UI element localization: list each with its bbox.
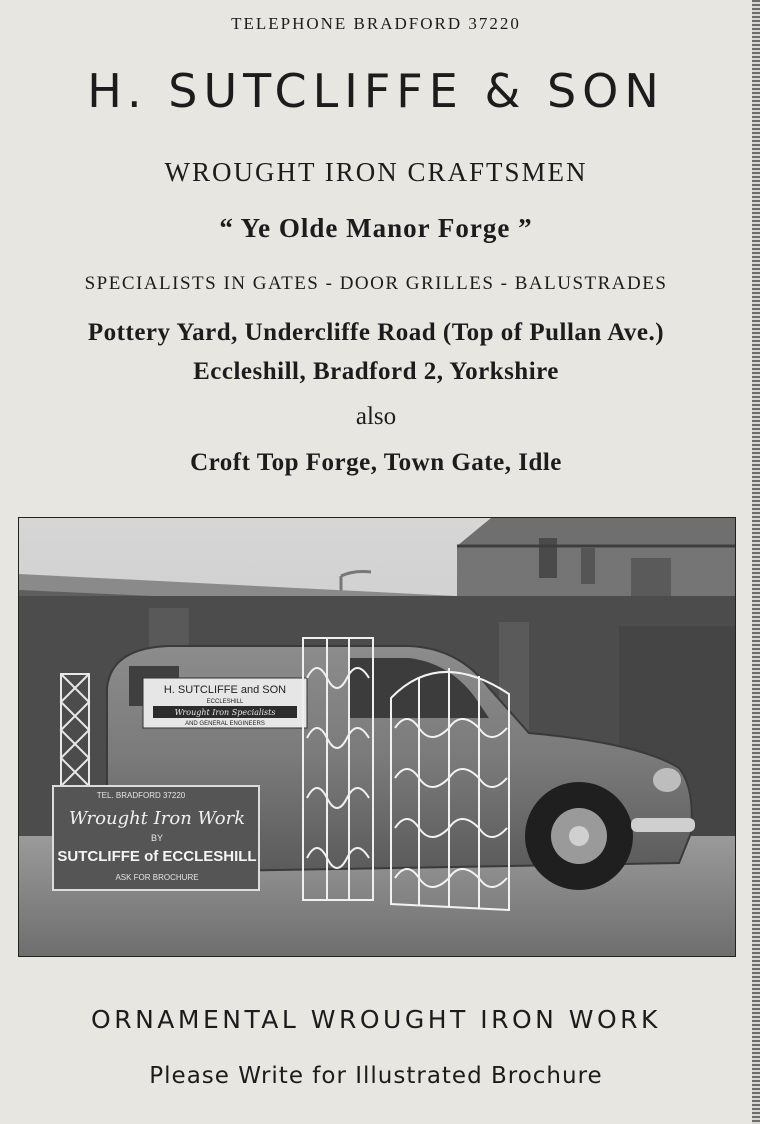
van-photograph bbox=[18, 517, 736, 957]
address-also: also bbox=[355, 403, 397, 430]
brochure-request: Please Write for Illustrated Brochure bbox=[149, 1063, 603, 1089]
van-sign-line-2: ECCLESHILL bbox=[206, 699, 244, 705]
board-line-4: SUTCLIFFE of ECCLESHILL bbox=[57, 848, 257, 865]
page-edge bbox=[752, 0, 760, 1124]
van-photo-illustration bbox=[19, 518, 735, 956]
address-line-2: Eccleshill, Bradford 2, Yorkshire bbox=[193, 358, 559, 385]
advertising-board bbox=[53, 786, 259, 890]
trade-description: WROUGHT IRON CRAFTSMEN bbox=[164, 157, 588, 187]
address-line-1: Pottery Yard, Undercliffe Road (Top of Pullan Ave.) bbox=[87, 319, 665, 346]
board-line-2: Wrought Iron Work bbox=[68, 808, 246, 829]
board-line-1: TEL. BRADFORD 37220 bbox=[96, 791, 186, 800]
van-side-sign bbox=[143, 678, 307, 728]
van-sign-line-1: H. SUTCLIFFE and SON bbox=[163, 684, 287, 696]
van-sign-line-4: AND GENERAL ENGINEERS bbox=[185, 721, 265, 727]
board-line-5: ASK FOR BROCHURE bbox=[115, 873, 199, 882]
forge-name: “ Ye Olde Manor Forge ” bbox=[219, 213, 533, 243]
telephone-line: TELEPHONE BRADFORD 37220 bbox=[231, 14, 521, 33]
board-line-3: BY bbox=[150, 833, 164, 843]
company-name: H. SUTCLIFFE & SON bbox=[87, 64, 665, 118]
tagline: ORNAMENTAL WROUGHT IRON WORK bbox=[91, 1005, 661, 1034]
address-line-3: Croft Top Forge, Town Gate, Idle bbox=[190, 449, 562, 476]
specialists-line: SPECIALISTS IN GATES - DOOR GRILLES - BALUSTRADES bbox=[84, 273, 668, 294]
van-sign-line-3: Wrought Iron Specialists bbox=[174, 708, 276, 717]
